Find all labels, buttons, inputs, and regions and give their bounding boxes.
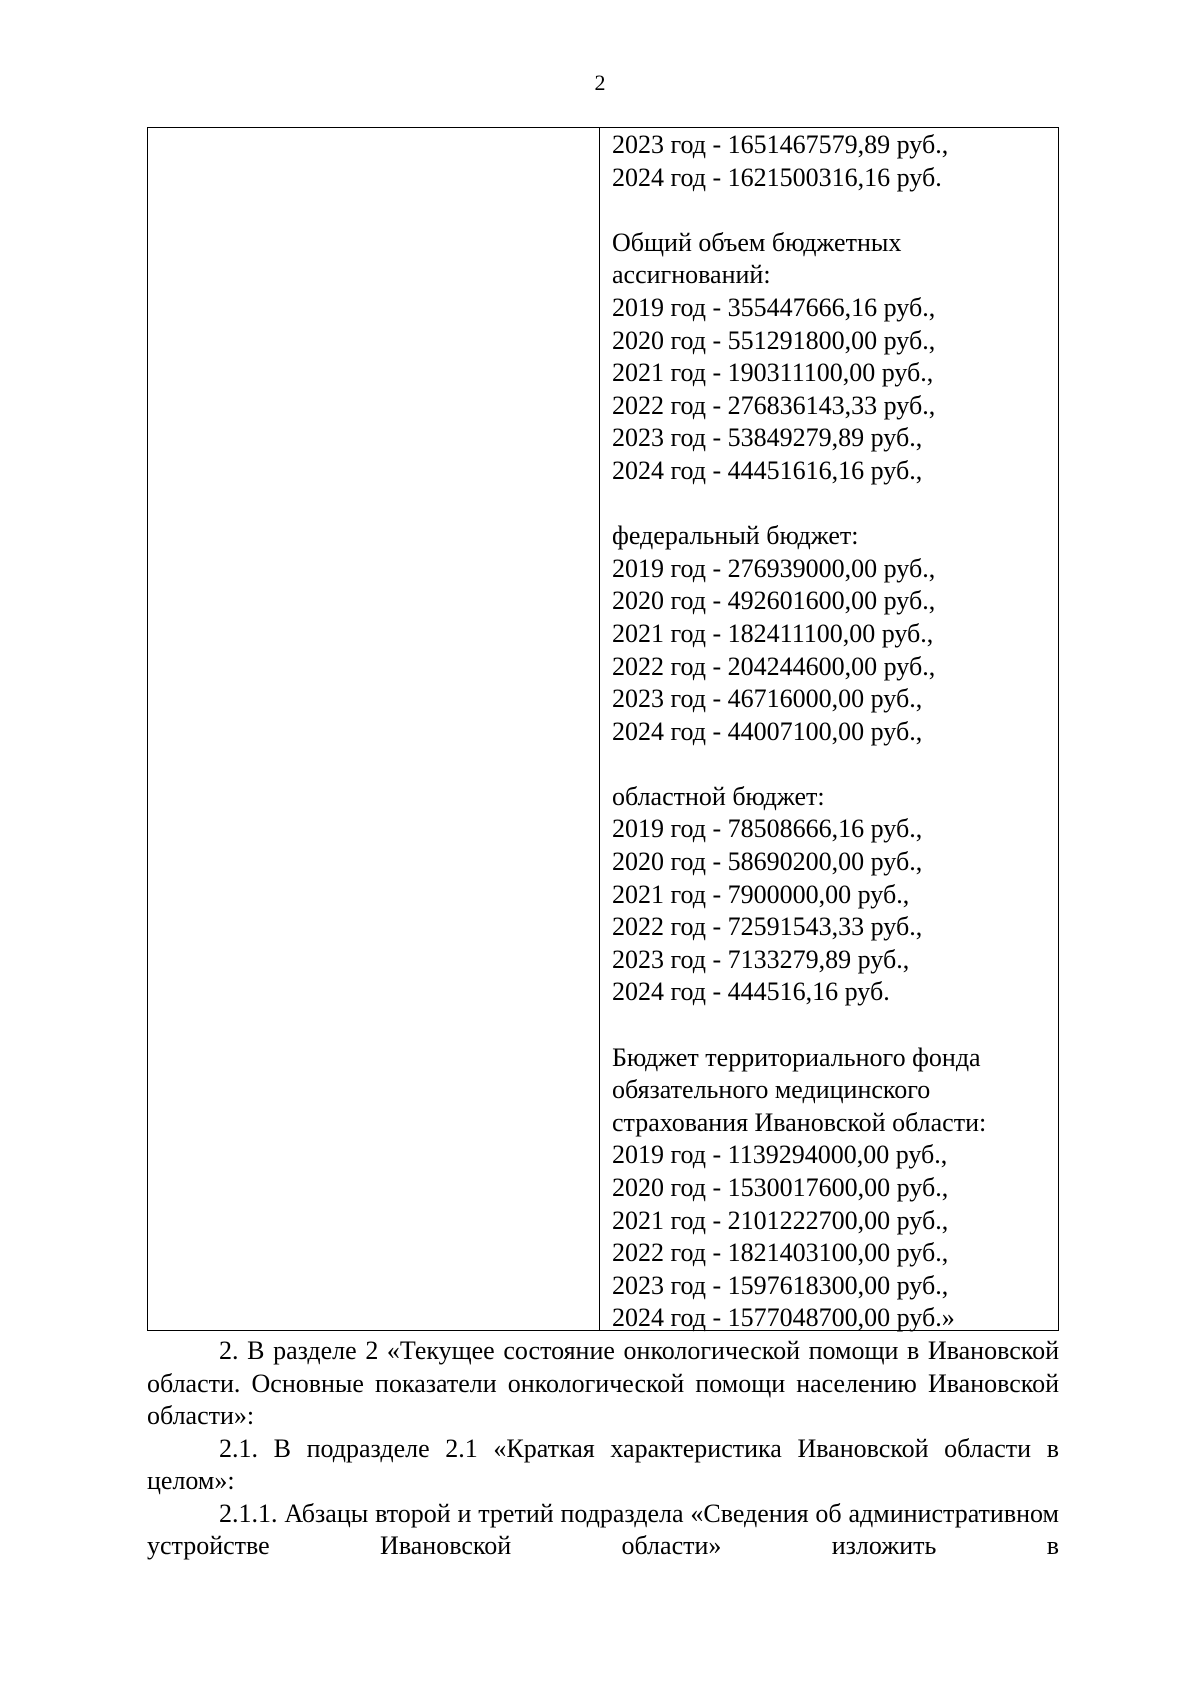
body-text <box>147 1335 1059 1563</box>
total-row: 2021 год - 190311100,00 руб., <box>612 358 934 388</box>
total-row: 2024 год - 44451616,16 руб., <box>612 455 923 485</box>
paragraph-section-2: 2. В разделе 2 «Текущее состояние онкологической помощи в Ивановской области. Основные показатели онкологической помощи населению Ивановской области»: <box>147 1336 1059 1430</box>
federal-row: 2023 год - 46716000,00 руб., <box>612 684 923 714</box>
table-right-cell <box>612 129 1050 1335</box>
total-row: 2022 год - 276836143,33 руб., <box>612 390 936 420</box>
page-number: 2 <box>594 70 606 95</box>
regional-row: 2023 год - 7133279,89 руб., <box>612 944 910 974</box>
insurance-fund-heading: страхования Ивановской области: <box>612 1107 987 1137</box>
regional-row: 2022 год - 72591543,33 руб., <box>612 912 923 942</box>
regional-row: 2020 год - 58690200,00 руб., <box>612 847 923 877</box>
insurance-fund-row: 2020 год - 1530017600,00 руб., <box>612 1173 949 1202</box>
regional-row: 2019 год - 78508666,16 руб., <box>612 814 923 844</box>
spacer <box>612 194 1050 227</box>
insurance-fund-row: 2023 год - 1597618300,00 руб., <box>612 1270 949 1300</box>
federal-row: 2021 год - 182411100,00 руб., <box>612 618 934 648</box>
insurance-fund-row: 2019 год - 1139294000,00 руб., <box>612 1140 948 1170</box>
total-row: 2019 год - 355447666,16 руб., <box>612 292 936 322</box>
federal-row: 2020 год - 492601600,00 руб., <box>612 586 936 616</box>
federal-row: 2019 год - 276939000,00 руб., <box>612 553 936 583</box>
spacer <box>612 488 1050 521</box>
federal-heading: федеральный бюджет: <box>612 521 859 551</box>
intro-line: 2024 год - 1621500316,16 руб. <box>612 162 942 192</box>
total-heading: Общий объем бюджетных <box>612 227 902 257</box>
insurance-fund-row: 2021 год - 2101222700,00 руб., <box>612 1205 949 1235</box>
insurance-fund-heading: обязательного медицинского <box>612 1075 931 1105</box>
insurance-fund-row: 2022 год - 1821403100,00 руб., <box>612 1238 949 1268</box>
spacer <box>612 748 1050 781</box>
federal-row: 2024 год - 44007100,00 руб., <box>612 716 923 746</box>
regional-row: 2024 год - 444516,16 руб. <box>612 977 890 1007</box>
total-row: 2023 год - 53849279,89 руб., <box>612 423 923 453</box>
paragraph-subsection-2-1-1: 2.1.1. Абзацы второй и третий подраздела «Сведения об административном устройстве Ивановской области» изложить в <box>147 1498 1059 1560</box>
paragraph-subsection-2-1: 2.1. В подразделе 2.1 «Краткая характеристика Ивановской области в целом»: <box>147 1433 1059 1495</box>
budget-table <box>147 127 1059 1331</box>
insurance-fund-heading: Бюджет территориального фонда <box>612 1042 981 1072</box>
total-row: 2020 год - 551291800,00 руб., <box>612 325 936 355</box>
spacer <box>612 1009 1050 1042</box>
regional-heading: областной бюджет: <box>612 781 825 811</box>
insurance-fund-row: 2024 год - 1577048700,00 руб.» <box>612 1303 955 1333</box>
total-heading: ассигнований: <box>612 260 771 290</box>
federal-row: 2022 год - 204244600,00 руб., <box>612 651 936 681</box>
intro-line: 2023 год - 1651467579,89 руб., <box>612 130 949 159</box>
table-left-cell <box>148 128 600 1330</box>
regional-row: 2021 год - 7900000,00 руб., <box>612 879 910 909</box>
